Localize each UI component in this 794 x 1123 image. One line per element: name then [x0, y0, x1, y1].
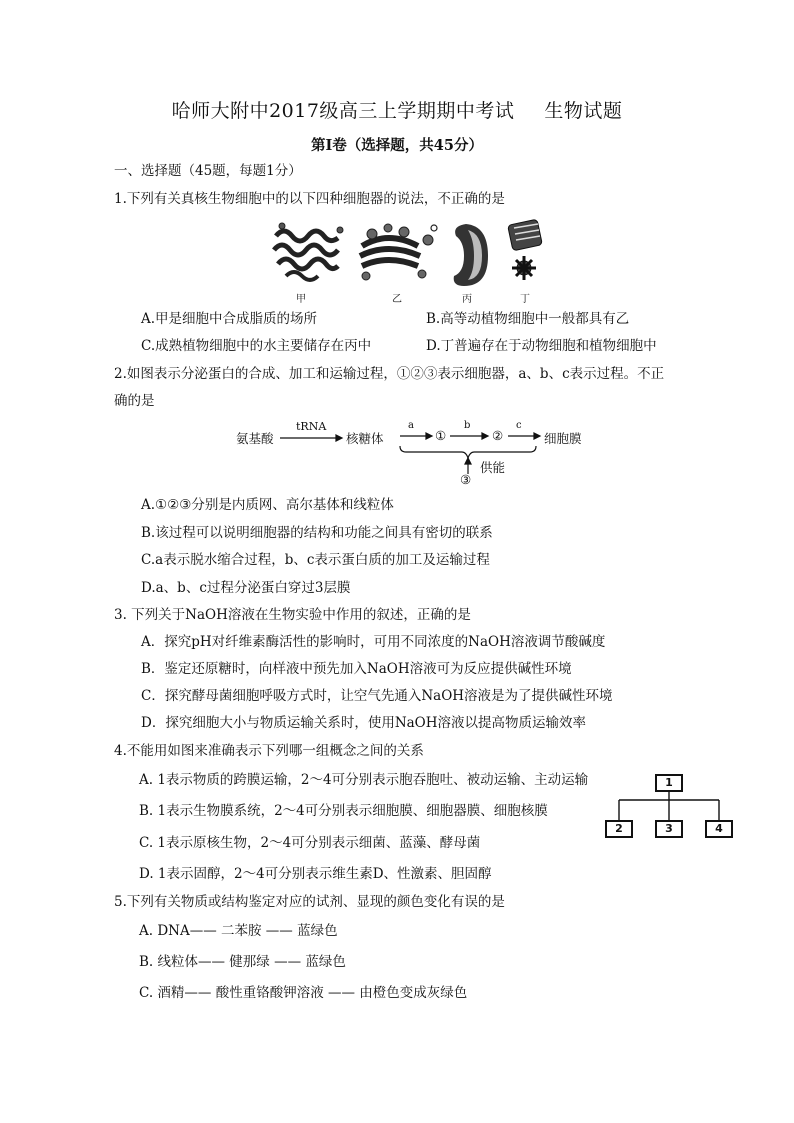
flow-label-c: c [516, 420, 522, 431]
q5-option-b: B. 线粒体—— 健那绿 —— 蓝绿色 [139, 954, 346, 970]
tree-node-4: 4 [705, 820, 733, 838]
q5-stem: 5.下列有关物质或结构鉴定对应的试剂、显现的颜色变化有误的是 [114, 894, 505, 910]
flow-amino-acid: 氨基酸 [236, 431, 274, 446]
q2-stem-line1: 2.如图表示分泌蛋白的合成、加工和运输过程，①②③表示细胞器，a、b、c表示过程。不正 [114, 366, 665, 382]
flow-ribosome: 核糖体 [346, 431, 384, 446]
q4-option-d: D. 1表示固醇，2～4可分别表示维生素D、性激素、胆固醇 [139, 866, 492, 882]
organelle-images [270, 216, 560, 288]
q1-option-a: A.甲是细胞中合成脂质的场所 [141, 311, 318, 327]
exam-subtitle: 第Ⅰ卷（选择题，共45分） [311, 137, 483, 154]
label-jia: 甲 [296, 294, 306, 305]
organelle-figure [270, 216, 560, 308]
q1-option-b: B.高等动植物细胞中一般都具有乙 [426, 311, 630, 327]
label-ding: 丁 [520, 294, 530, 305]
flow-organelle-1: ① [435, 428, 447, 443]
concept-tree-diagram [600, 770, 740, 840]
flow-trna: tRNA [296, 420, 327, 433]
q4-option-b: B. 1表示生物膜系统，2～4可分别表示细胞膜、细胞器膜、细胞核膜 [139, 803, 548, 819]
label-bing: 丙 [462, 294, 472, 305]
q5-option-a: A. DNA—— 二苯胺 —— 蓝绿色 [139, 923, 338, 939]
er-image [274, 223, 343, 280]
label-yi: 乙 [392, 294, 402, 305]
q4-option-a: A. 1表示物质的跨膜运输，2～4可分别表示胞吞胞吐、被动运输、主动运输 [139, 772, 589, 788]
flow-cell-membrane: 细胞膜 [544, 431, 582, 446]
q3-option-a: A．探究pH对纤维素酶活性的影响时，可用不同浓度的NaOH溶液调节酸碱度 [141, 634, 606, 650]
q1-option-d: D.丁普遍存在于动物细胞和植物细胞中 [426, 338, 657, 354]
exam-title [0, 96, 794, 123]
q2-option-d: D.a、b、c过程分泌蛋白穿过3层膜 [141, 580, 351, 596]
flow-organelle-3: ③ [460, 472, 472, 487]
q4-stem: 4.不能用如图来准确表示下列哪一组概念之间的关系 [114, 743, 424, 759]
q2-option-b: B.该过程可以说明细胞器的结构和功能之间具有密切的联系 [141, 525, 493, 541]
q2-option-c: C.a表示脱水缩合过程，b、c表示蛋白质的加工及运输过程 [141, 552, 490, 568]
q3-option-d: D．探究细胞大小与物质运输关系时，使用NaOH溶液以提高物质运输效率 [141, 715, 587, 731]
q5-option-c: C. 酒精—— 酸性重铬酸钾溶液 —— 由橙色变成灰绿色 [139, 985, 468, 1001]
tree-node-3: 3 [655, 820, 683, 838]
q1-stem: 1.下列有关真核生物细胞中的以下四种细胞器的说法，不正确的是 [114, 191, 505, 207]
q3-stem: 3. 下列关于NaOH溶液在生物实验中作用的叙述，正确的是 [114, 607, 471, 623]
flow-organelle-2: ② [492, 428, 504, 443]
q3-option-c: C．探究酵母菌细胞呼吸方式时，让空气先通入NaOH溶液是为了提供碱性环境 [141, 688, 613, 704]
section-heading: 一、选择题（45题，每题1分） [114, 163, 302, 179]
tree-node-2: 2 [605, 820, 633, 838]
flow-label-b: b [464, 420, 471, 431]
title-subject: 生物试题 [544, 100, 623, 122]
q2-option-a: A.①②③分别是内质网、高尔基体和线粒体 [141, 497, 394, 513]
centrosome-image [508, 219, 543, 280]
secretion-flow-diagram [236, 418, 616, 488]
q1-option-c: C.成熟植物细胞中的水主要储存在丙中 [141, 338, 372, 354]
title-main: 哈师大附中2017级高三上学期期中考试 [171, 100, 515, 122]
q3-option-b: B．鉴定还原糖时，向样液中预先加入NaOH溶液可为反应提供碱性环境 [141, 661, 572, 677]
vacuole-image [454, 224, 488, 286]
q4-option-c: C. 1表示原核生物，2～4可分别表示细菌、蓝藻、酵母菌 [139, 835, 481, 851]
golgi-image [360, 224, 437, 280]
flow-label-a: a [408, 420, 414, 431]
tree-node-1: 1 [655, 774, 683, 792]
flow-energy: 供能 [480, 460, 506, 475]
q2-stem-line2: 确的是 [114, 393, 155, 409]
